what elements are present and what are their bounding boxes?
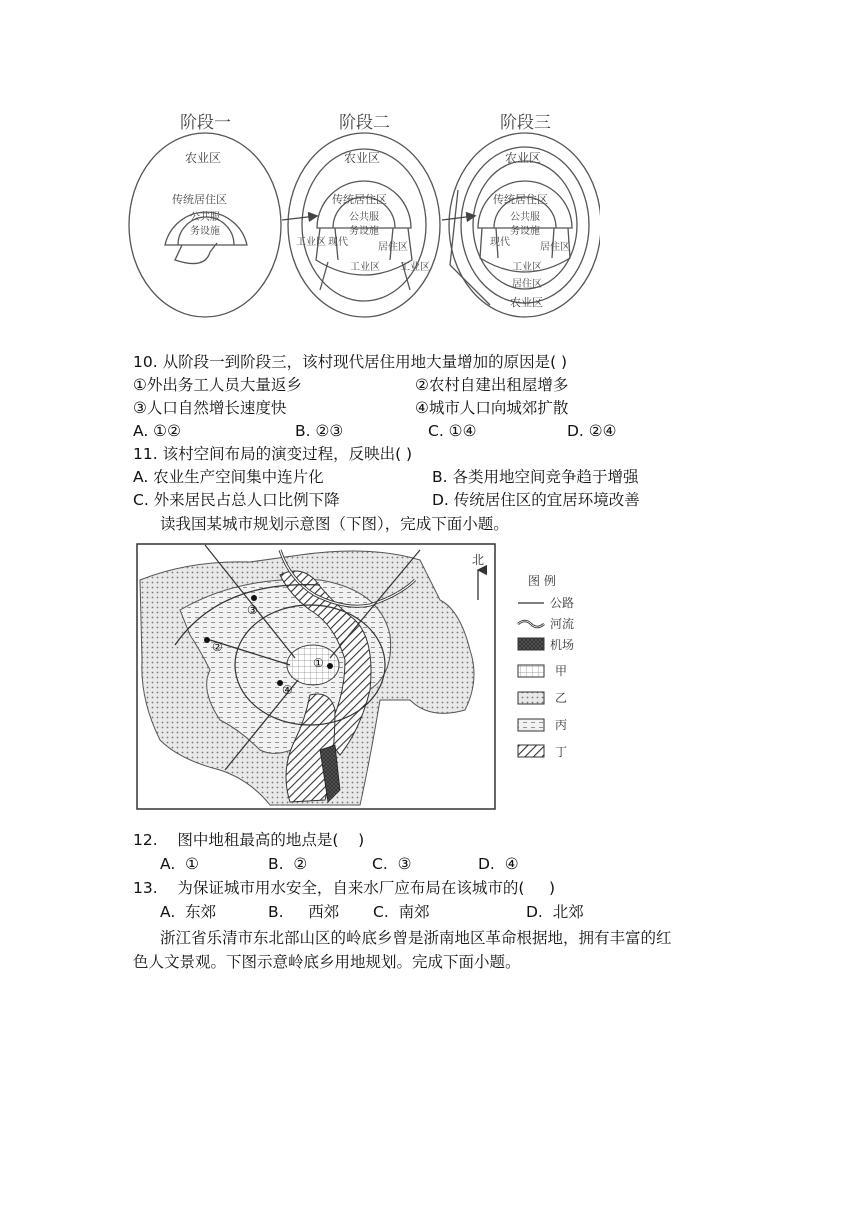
q10-statement-1: ①外出务工人员大量返乡: [133, 376, 302, 394]
stage-3-public-1: 公共服: [510, 212, 540, 223]
q10-statement-4: ④城市人口向城郊扩散: [415, 399, 569, 417]
stage-3-modern-ring: 居住区: [512, 279, 542, 290]
q10-statement-3: ③人口自然增长速度快: [133, 399, 287, 417]
legend-road: 公路: [550, 596, 575, 610]
stage-2-title: 阶段二: [339, 113, 390, 133]
legend-bing: 丙: [555, 718, 568, 732]
q10-option-b[interactable]: B. ②③: [295, 422, 344, 440]
stage-1-farm: 农业区: [185, 151, 222, 165]
stage-2-industry-right: 工业区: [400, 262, 430, 273]
stage-2-traditional: 传统居住区: [332, 193, 387, 206]
q10-statement-2: ②农村自建出租屋增多: [415, 376, 569, 394]
north-label: 北: [472, 553, 485, 567]
stage-2-public-2: 务设施: [349, 226, 379, 237]
point-4: ④: [282, 683, 293, 697]
stage-3-industry: 工业区: [512, 262, 542, 273]
q13-stem: 13. 为保证城市用水安全，自来水厂应布局在该城市的( ): [133, 879, 556, 897]
q12-option-d[interactable]: D. ④: [478, 855, 519, 873]
legend-jia: 甲: [555, 664, 568, 678]
legend-river: 河流: [550, 617, 575, 631]
q10-option-c[interactable]: C. ①④: [428, 422, 477, 440]
q12-option-b[interactable]: B. ②: [268, 855, 308, 873]
stage-diagram: [120, 100, 600, 325]
q12-option-c[interactable]: C. ③: [372, 855, 412, 873]
stage-3-public-2: 务设施: [510, 226, 540, 237]
stage-3-modern-a: 现代: [490, 237, 510, 248]
q13-option-b[interactable]: B. 西郊: [268, 903, 340, 921]
legend-title: 图 例: [528, 574, 556, 588]
intro-lingdi-line1: 浙江省乐清市东北部山区的岭底乡曾是浙南地区革命根据地，拥有丰富的红: [160, 929, 672, 947]
point-1: ①: [313, 656, 324, 670]
q13-option-a[interactable]: A. 东郊: [160, 903, 217, 921]
q11-option-d[interactable]: D. 传统居住区的宜居环境改善: [432, 491, 640, 509]
stage-2-industry: 工业区: [350, 262, 380, 273]
q11-option-a[interactable]: A. 农业生产空间集中连片化: [133, 468, 324, 486]
stage-3-modern-b: 居住区: [540, 242, 570, 253]
legend-yi: 乙: [555, 691, 568, 705]
stage-3-farm: 农业区: [505, 151, 542, 165]
point-2: ②: [212, 640, 223, 654]
q12-stem: 12. 图中地租最高的地点是( ): [133, 831, 365, 849]
legend-ding: 丁: [555, 745, 568, 759]
q10-option-d[interactable]: D. ②④: [567, 422, 617, 440]
intro-city-plan: 读我国某城市规划示意图（下图），完成下面小题。: [160, 515, 509, 533]
intro-lingdi-line2: 色人文景观。下图示意岭底乡用地规划。完成下面小题。: [133, 953, 521, 971]
stage-1-public-2: 务设施: [190, 226, 220, 237]
legend-airport: 机场: [550, 638, 575, 652]
q10-stem: 10. 从阶段一到阶段三，该村现代居住用地大量增加的原因是( ): [133, 353, 568, 371]
point-3: ③: [247, 603, 258, 617]
stage-1-title: 阶段一: [180, 113, 231, 133]
stage-1-public-1: 公共服: [190, 212, 220, 223]
q10-option-a[interactable]: A. ①②: [133, 422, 181, 440]
q11-option-c[interactable]: C. 外来居民占总人口比例下降: [133, 491, 340, 509]
stage-2-public-1: 公共服: [349, 212, 379, 223]
q11-option-b[interactable]: B. 各类用地空间竞争趋于增强: [432, 468, 639, 486]
stage-2-industry-left: 工业区: [296, 237, 326, 248]
q12-option-a[interactable]: A. ①: [160, 855, 200, 873]
stage-3-traditional: 传统居住区: [493, 193, 548, 206]
q13-option-c[interactable]: C. 南郊: [373, 903, 430, 921]
stage-3-title: 阶段三: [500, 113, 551, 133]
stage-3-farm-bottom: 农业区: [510, 296, 543, 309]
stage-2-farm: 农业区: [344, 151, 381, 165]
q13-option-d[interactable]: D. 北郊: [526, 903, 584, 921]
stage-1-traditional: 传统居住区: [172, 193, 227, 206]
city-plan-map: [130, 540, 600, 815]
stage-2-modern-a: 现代: [328, 237, 348, 248]
q11-stem: 11. 该村空间布局的演变过程，反映出( ): [133, 445, 413, 463]
stage-2-modern-b: 居住区: [378, 242, 408, 253]
